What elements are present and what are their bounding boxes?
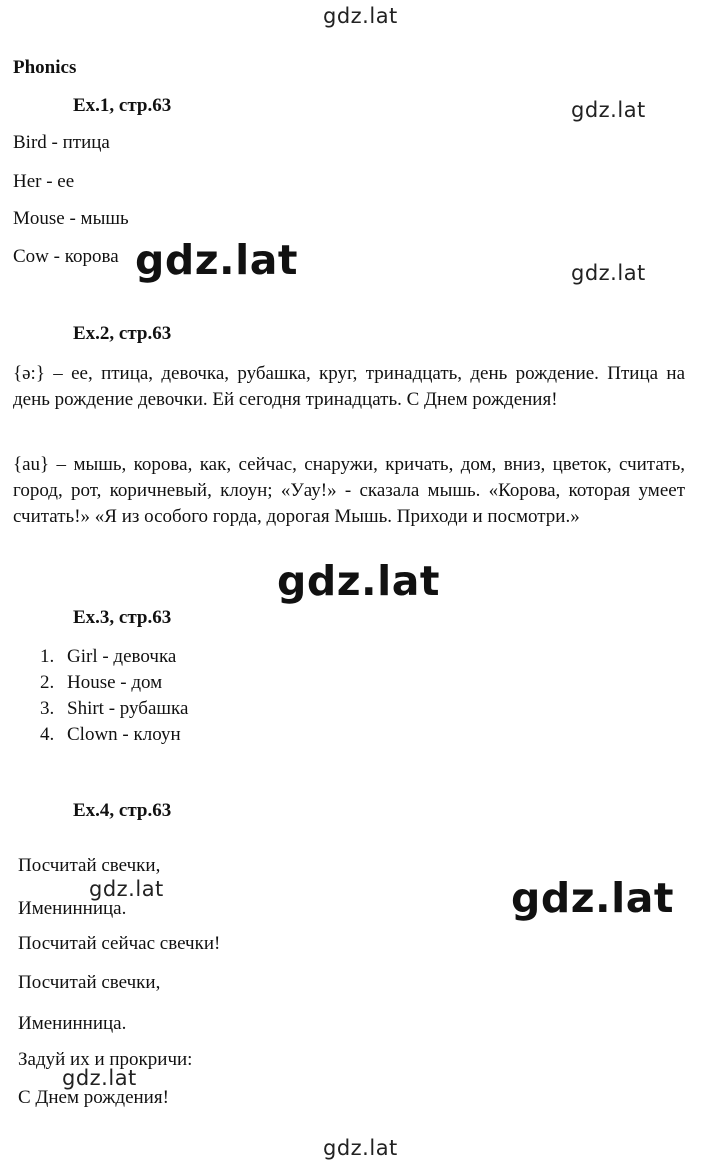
watermark: gdz.lat — [571, 261, 646, 285]
ex1-line: Her - ее — [13, 171, 75, 192]
watermark-large: gdz.lat — [135, 236, 298, 284]
poem-line: С Днем рождения! — [18, 1087, 169, 1108]
ex1-line: Bird - птица — [13, 132, 110, 153]
page-title: Phonics — [13, 57, 77, 78]
watermark-large: gdz.lat — [277, 557, 440, 605]
ex3-heading: Ex.3, стр.63 — [73, 607, 172, 628]
watermark-bottom: gdz.lat — [323, 1136, 398, 1160]
poem-line: Посчитай сейчас свечки! — [18, 933, 221, 954]
ex2-heading: Ex.2, стр.63 — [73, 323, 172, 344]
watermark: gdz.lat — [89, 877, 164, 901]
ex1-line: Mouse - мышь — [13, 208, 129, 229]
ex2-paragraph-1: {ə:} – ее, птица, девочка, рубашка, круг, тринадцать, день рождение. Птица на день рождение девочки. Ей сегодня тринадцать. С Днем рождения! — [13, 363, 685, 410]
watermark: gdz.lat — [62, 1066, 137, 1090]
ex3-list — [40, 644, 188, 748]
ex1-line: Cow - корова — [13, 246, 119, 267]
poem-line: Именинница. — [18, 1013, 127, 1034]
watermark-top: gdz.lat — [323, 4, 398, 28]
poem-line: Посчитай свечки, — [18, 972, 161, 993]
poem-line: Именинница. — [18, 898, 127, 919]
poem-line: Посчитай свечки, — [18, 855, 161, 876]
list-item: 1. Girl - девочка — [40, 646, 177, 667]
ex4-heading: Ex.4, стр.63 — [73, 800, 172, 821]
list-item: 3. Shirt - рубашка — [40, 698, 189, 719]
list-item: 4. Clown - клоун — [40, 724, 181, 745]
list-item: 2. House - дом — [40, 672, 163, 693]
poem-line: Задуй их и прокричи: — [18, 1049, 193, 1070]
ex2-paragraph-2: {au} – мышь, корова, как, сейчас, снаружи, кричать, дом, вниз, цветок, считать, город, рот, коричневый, клоун; «Уау!» - сказала мышь. «Корова, которая умеет считать!» «Я из особого горда, дорогая Мышь. Приходи и посмотри.» — [13, 454, 685, 527]
watermark-large: gdz.lat — [511, 874, 674, 922]
watermark: gdz.lat — [571, 98, 646, 122]
ex1-heading: Ex.1, стр.63 — [73, 95, 172, 116]
